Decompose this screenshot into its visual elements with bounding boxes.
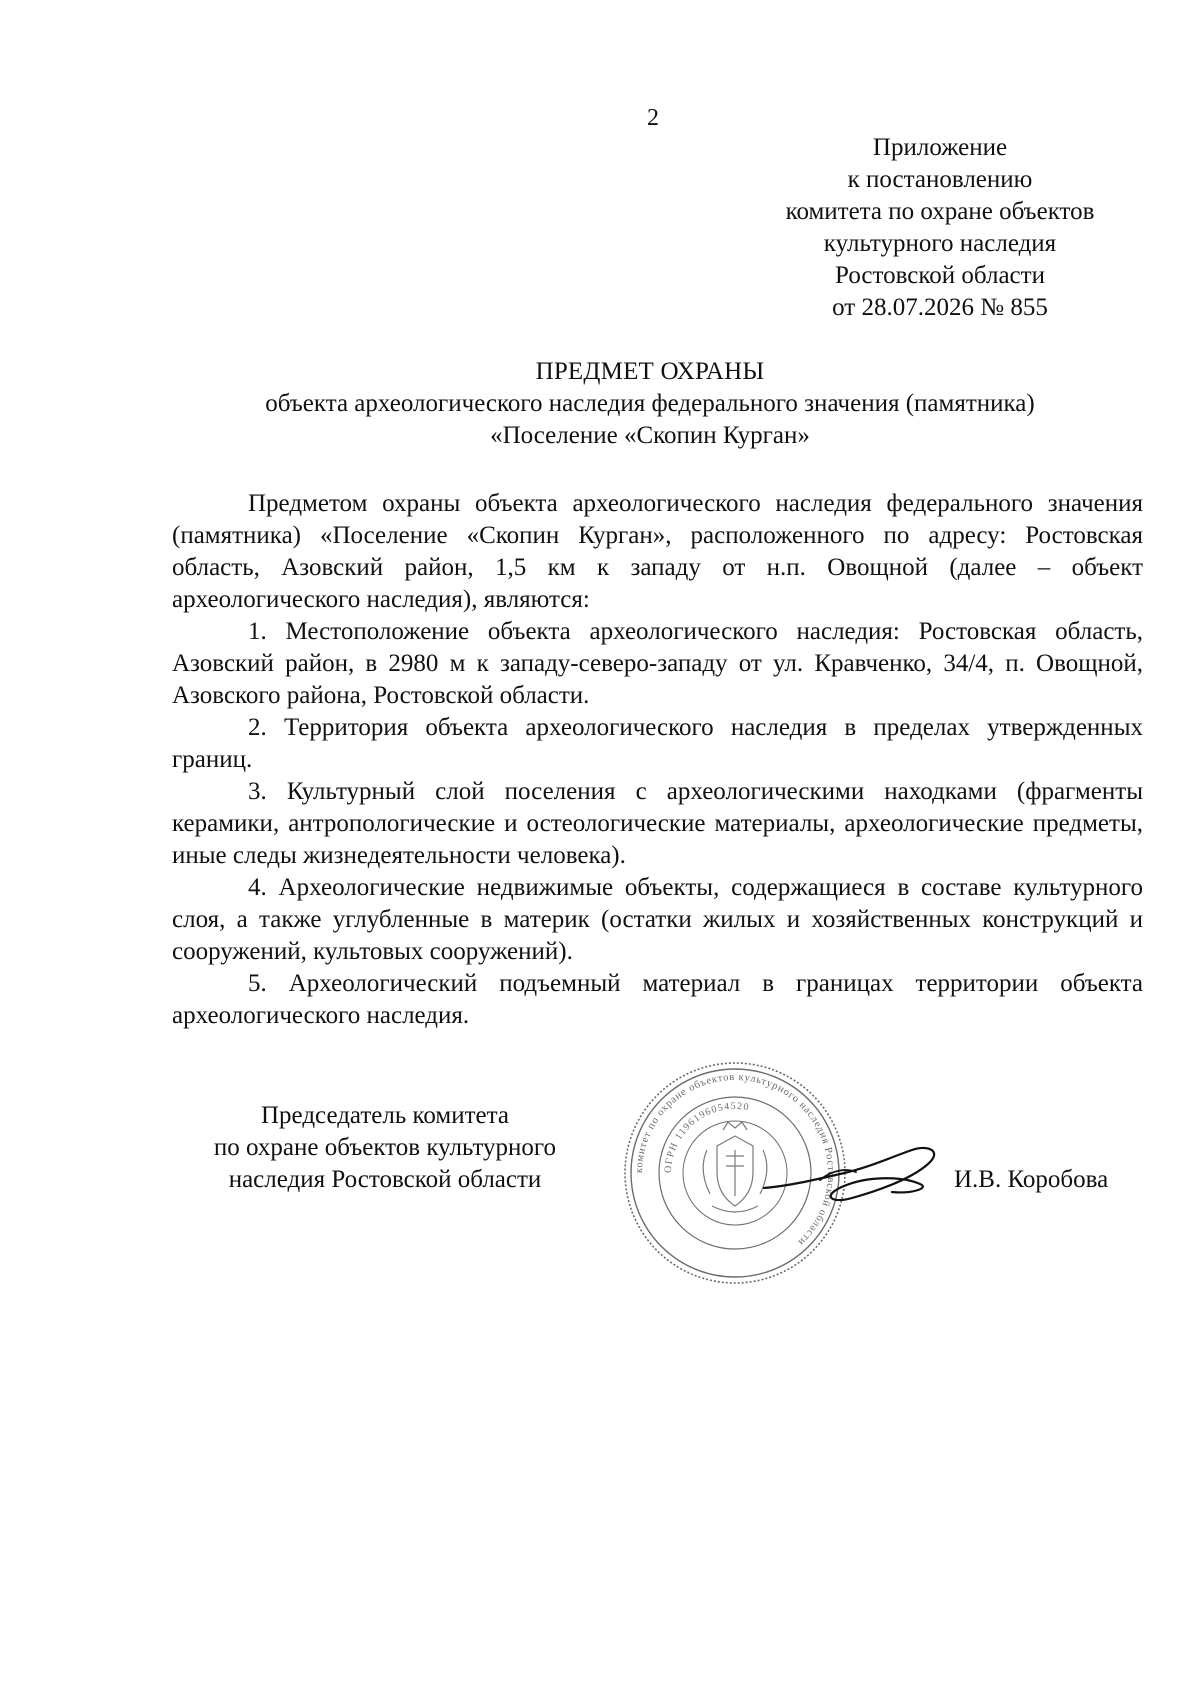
signatory-position-line: по охране объектов культурного: [213, 1134, 557, 1161]
document-body: [172, 488, 1143, 1032]
title-object-name: «Поселение «Скопин Курган»: [490, 422, 810, 449]
signatory-position-line: наследия Ростовской области: [228, 1166, 542, 1193]
body-paragraph-intro: Предметом охраны объекта археологического наследия федерального значения (памятника) «Поселение «Скопин Курган», расположенного по адресу: Ростовская область, Азовский район, 1,5 км к западу от н.п. Овощной (далее – объект археологического наследия), являются:: [172, 490, 1143, 613]
body-paragraph-item-3: 3. Культурный слой поселения с археологическими находками (фрагменты керамики, антропологические и остеологические материалы, археологические предметы, иные следы жизнедеятельности человека).: [172, 778, 1143, 869]
coat-of-arms-emblem: [703, 1122, 767, 1212]
appendix-line: культурного наследия: [823, 230, 1057, 257]
body-paragraph-item-1: 1. Местоположение объекта археологического наследия: Ростовская область, Азовский район, в 2980 м к западу-северо-западу от ул. Кравченко, 34/4, п. Овощной, Азовского района, Ростовской области.: [172, 618, 1143, 709]
appendix-line: к постановлению: [847, 166, 1033, 193]
signatory-position: [170, 1100, 600, 1196]
handwritten-signature: [760, 1140, 940, 1210]
appendix-line: Приложение: [872, 134, 1008, 161]
body-paragraph-item-5: 5. Археологический подъемный материал в границах территории объекта археологического наследия.: [172, 970, 1143, 1029]
appendix-line: комитета по охране объектов: [785, 198, 1095, 225]
signatory-position-line: Председатель комитета: [261, 1102, 509, 1129]
body-paragraph-item-4: 4. Археологические недвижимые объекты, содержащиеся в составе культурного слоя, а также углубленные в материк (остатки жилых и хозяйственных конструкций и сооружений, культовых сооружений).: [172, 874, 1143, 965]
signatory-name: И.В. Коробова: [954, 1166, 1109, 1193]
body-paragraph-item-2: 2. Территория объекта археологического наследия в пределах утвержденных границ.: [172, 714, 1143, 773]
page-number: 2: [647, 105, 659, 131]
appendix-line: Ростовской области: [835, 262, 1045, 289]
appendix-header: [760, 132, 1120, 324]
stamp-outer-text: комитет по охране объектов культурного наследия Ростовской области: [633, 1071, 837, 1248]
title-subtitle: объекта археологического наследия федерального значения (памятника): [265, 390, 1035, 417]
document-title: [150, 356, 1150, 452]
stamp-inner-text: ОГРН 1196196054520: [662, 1100, 751, 1174]
appendix-line: от 28.07.2026 № 855: [832, 294, 1048, 321]
title-main: ПРЕДМЕТ ОХРАНЫ: [535, 358, 765, 385]
